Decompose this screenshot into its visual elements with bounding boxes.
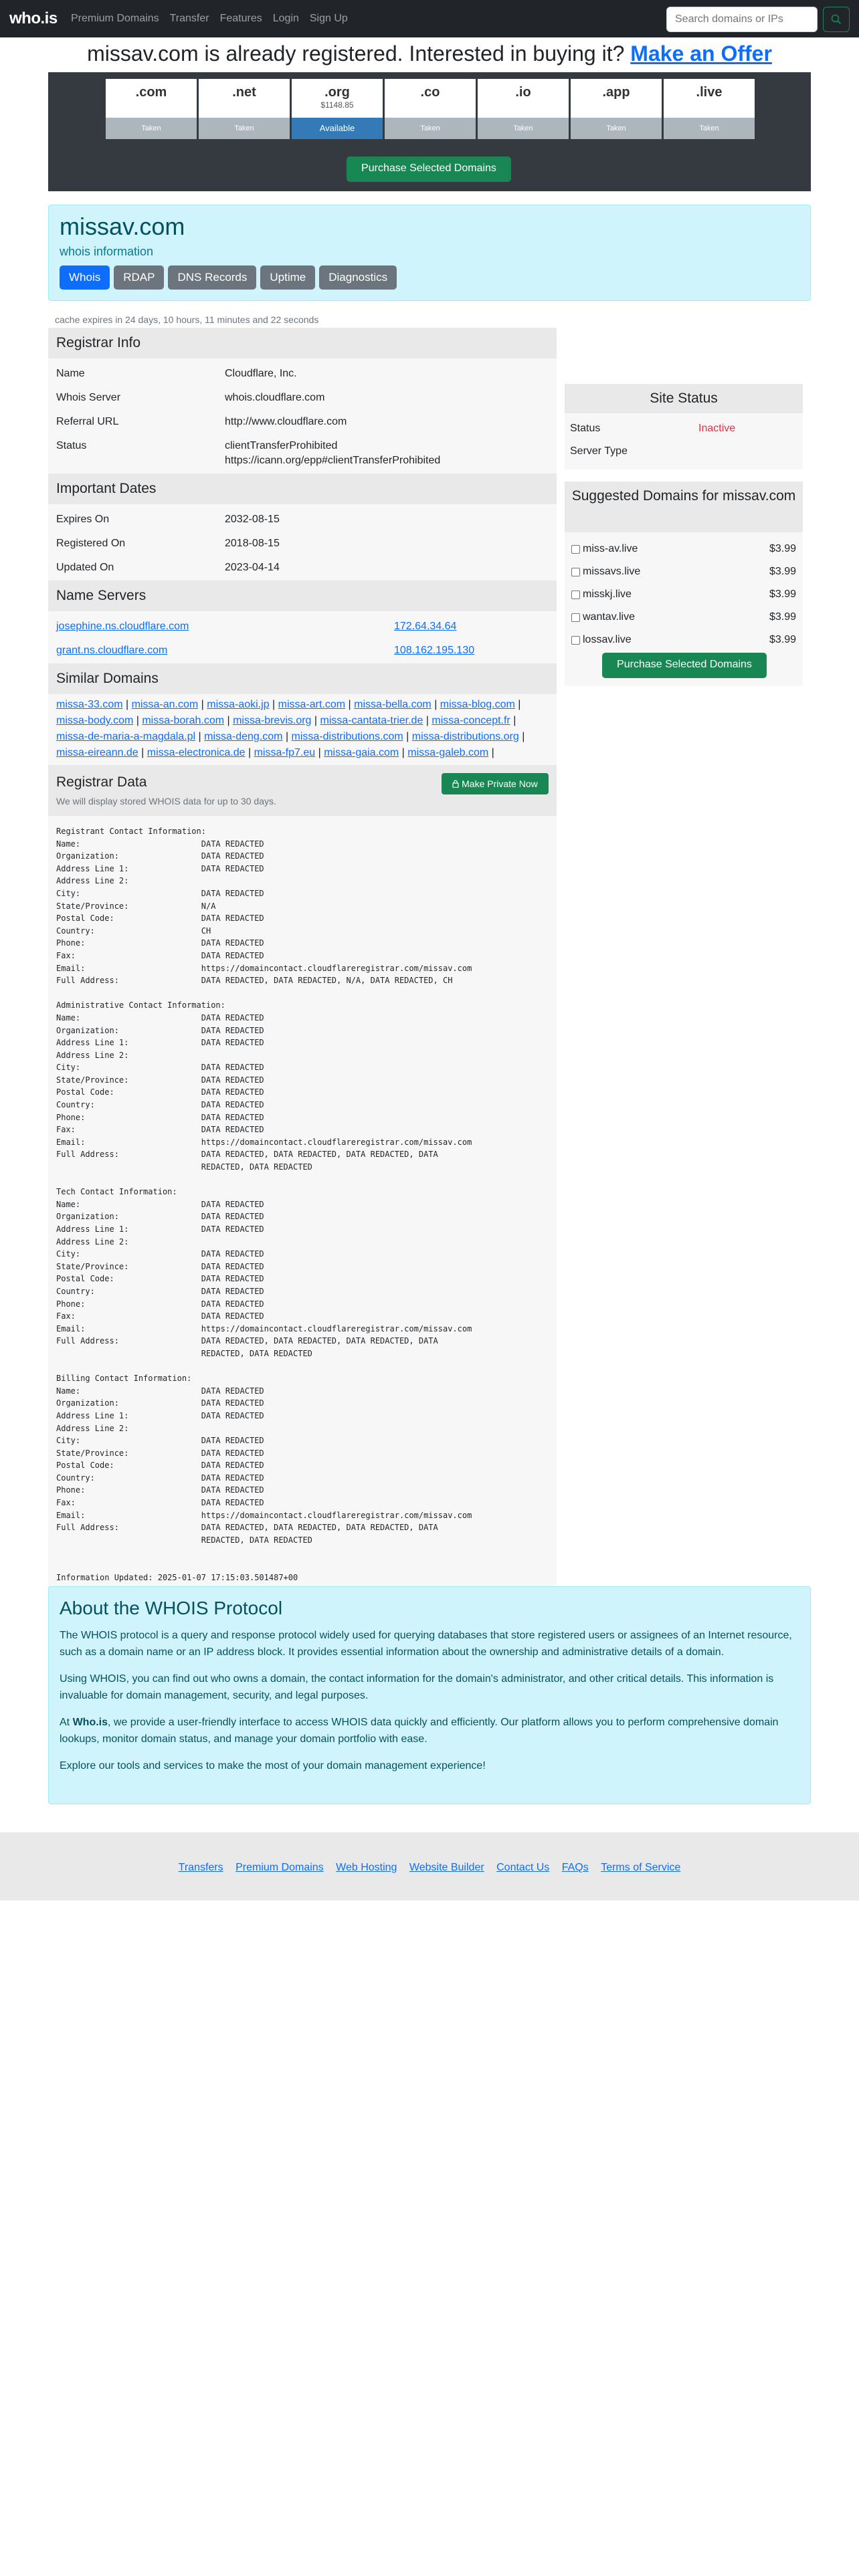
tld-status: Taken (571, 118, 662, 139)
row-label: Updated On (56, 562, 114, 573)
similar-domain-link[interactable]: missa-de-maria-a-magdala.pl (56, 731, 196, 742)
tld-price: $1148.85 (320, 100, 354, 110)
tld-card-live[interactable] (664, 79, 755, 139)
nav-links (71, 11, 359, 27)
similar-domain-link[interactable]: missa-distributions.org (411, 731, 519, 742)
about-paragraph: Using WHOIS, you can find out who owns a domain, the contact information for the domain's administrator, and other critical details. This information is invaluable for domain management, security, and legal purposes. (60, 1673, 774, 1701)
row-value: whois.cloudflare.com (225, 392, 325, 403)
tld-status: Taken (385, 118, 476, 139)
nav-link-signup[interactable]: Sign Up (309, 13, 348, 24)
name-server-link[interactable]: grant.ns.cloudflare.com (56, 645, 168, 656)
status-label: Status (570, 423, 601, 434)
registrar-data-header (48, 765, 557, 816)
row-value: 2018-08-15 (225, 538, 280, 549)
name-server-ip-link[interactable]: 108.162.195.130 (394, 645, 475, 656)
suggested-domain-item (565, 560, 803, 583)
row-label: Whois Server (56, 392, 121, 403)
suggested-domain-name: lossav.live (583, 634, 632, 645)
row-value: clientTransferProhibited https://icann.org/epp#clientTransferProhibited (225, 440, 441, 466)
suggested-domain-price: $3.99 (769, 634, 796, 645)
similar-domain-link[interactable]: missa-electronica.de (147, 747, 246, 758)
footer-link-premium-domains[interactable]: Premium Domains (235, 1862, 324, 1873)
suggested-domain-checkbox[interactable] (571, 545, 580, 554)
lookup-tabs (60, 265, 397, 290)
separator: | (311, 715, 320, 726)
name-server-row (48, 611, 557, 634)
suggested-domain-item (565, 629, 803, 651)
separator: | (518, 731, 525, 742)
sidebar-column (565, 384, 803, 686)
tld-name: .co (420, 85, 440, 100)
footer-link-terms[interactable]: Terms of Service (601, 1862, 681, 1873)
about-heading: About the WHOIS Protocol (60, 1598, 283, 1618)
footer-link-website-builder[interactable]: Website Builder (409, 1862, 484, 1873)
separator: | (122, 699, 132, 710)
whois-details-column (48, 328, 557, 1589)
tld-status: Taken (199, 118, 290, 139)
headline-text: missav.com is already registered. Interested in buying it? (87, 41, 625, 66)
similar-domain-link[interactable]: missa-eireann.de (56, 747, 138, 758)
nav-link-login[interactable]: Login (272, 13, 299, 24)
lock-icon (452, 780, 459, 788)
search-button[interactable] (823, 7, 850, 32)
separator: | (423, 715, 432, 726)
tld-name: .live (696, 85, 723, 100)
suggested-domain-name: missavs.live (583, 566, 641, 577)
separator: | (195, 731, 205, 742)
suggested-domain-checkbox[interactable] (571, 568, 580, 576)
separator: | (245, 747, 254, 758)
row-value: 2032-08-15 (225, 514, 280, 525)
site-status-heading: Site Status (565, 384, 803, 413)
important-dates-heading: Important Dates (48, 473, 557, 504)
similar-domain-link[interactable]: missa-distributions.com (291, 731, 403, 742)
suggested-domains-card (565, 481, 803, 686)
about-whois-card (48, 1586, 811, 1804)
site-status-row (565, 421, 803, 436)
footer-link-transfers[interactable]: Transfers (178, 1862, 223, 1873)
similar-domain-link[interactable]: missa-borah.com (142, 715, 225, 726)
status-row (48, 429, 557, 473)
cache-note: cache expires in 24 days, 10 hours, 11 minutes and 22 seconds (55, 314, 319, 325)
server-type-label: Server Type (570, 445, 628, 457)
separator: | (403, 731, 412, 742)
expires-on-row (48, 504, 557, 527)
nav-link-premium-domains[interactable]: Premium Domains (71, 13, 159, 24)
suggested-domain-price: $3.99 (769, 566, 796, 577)
row-value: Cloudflare, Inc. (225, 368, 297, 379)
similar-domains-heading: Similar Domains (48, 663, 557, 694)
suggested-domain-item (565, 583, 803, 606)
domain-header-card (48, 205, 811, 301)
similar-domain-link[interactable]: missa-cantata-trier.de (320, 715, 423, 726)
row-label: Status (56, 440, 87, 451)
nav-link-transfer[interactable]: Transfer (169, 13, 209, 24)
search-icon (831, 14, 842, 25)
similar-domain-link[interactable]: missa-brevis.org (233, 715, 312, 726)
brand-logo[interactable]: who.is (9, 9, 58, 27)
registered-on-row (48, 527, 557, 551)
suggested-domain-item (565, 606, 803, 629)
similar-domain-link[interactable]: missa-fp7.eu (254, 747, 316, 758)
nav-link-features[interactable]: Features (219, 13, 262, 24)
referral-url-row (48, 405, 557, 429)
tld-status: Taken (106, 118, 197, 139)
purchase-suggested-button[interactable]: Purchase Selected Domains (602, 653, 767, 678)
top-navbar (0, 0, 859, 37)
tld-name: .com (135, 85, 167, 100)
about-paragraph: Explore our tools and services to make the most of your domain management experience! (60, 1760, 486, 1772)
suggested-domain-name: misskj.live (583, 588, 632, 600)
tab-diagnostics[interactable]: Diagnostics (319, 265, 397, 290)
tld-name: .org (324, 85, 350, 100)
footer-link-contact-us[interactable]: Contact Us (496, 1862, 550, 1873)
similar-domain-link[interactable]: missa-bella.com (354, 699, 432, 710)
footer-link-faqs[interactable]: FAQs (561, 1862, 589, 1873)
separator: | (431, 699, 440, 710)
row-label: Expires On (56, 514, 110, 525)
similar-domain-link[interactable]: missa-art.com (278, 699, 346, 710)
separator: | (282, 731, 292, 742)
registered-headline (0, 39, 859, 68)
registrar-data-subtitle: We will display stored WHOIS data for up to 30 days. (56, 796, 276, 807)
suggested-domain-price: $3.99 (769, 588, 796, 600)
about-paragraph: The WHOIS protocol is a query and response protocol widely used for querying databases that store registered users or assignees of an Internet resource, such as a domain name or an IP address block. It provides essential information about the ownership and administrative details of a domain. (60, 1630, 792, 1658)
separator: | (269, 699, 278, 710)
about-brand: Who.is (72, 1717, 108, 1728)
domain-title: missav.com (60, 213, 185, 240)
separator: | (315, 747, 324, 758)
similar-domain-link[interactable]: missa-concept.fr (432, 715, 510, 726)
row-label: Referral URL (56, 416, 119, 427)
raw-whois-data: Registrant Contact Information: Name: DATA REDACTED Organization: DATA REDACTED Address Line 1: DATA REDACTED Address Line 2: City: DATA REDACTED State/Province: N/A Postal Code: DATA REDACTED Country: CH Phone: DATA REDACTED Fax: DATA REDACTED Email: https://domaincontact.cloudflareregistrar.com/missav.com Full Address: DATA REDACTED, DATA REDACTED, N/A, DATA REDACTED, CH Administrative Contact Information: Name: DATA REDACTED Organization: DATA REDACTED Address Line 1: DATA REDACTED Address Line 2: City: DATA REDACTED State/Province: DATA REDACTED Postal Code: DATA REDACTED Country: DATA REDACTED Phone: DATA REDACTED Fax: DATA REDACTED Email: https://domaincontact.cloudflareregistrar.com/missav.com Full Address: DATA REDACTED, DATA REDACTED, DATA REDACTED, DATA REDACTED, DATA REDACTED Tech Contact Information: Name: DATA REDACTED Organization: DATA REDACTED Address Line 1: DATA REDACTED Address Line 2: City: DATA REDACTED State/Province: DATA REDACTED Postal Code: DATA REDACTED Country: DATA REDACTED Phone: DATA REDACTED Fax: DATA REDACTED Email: https://domaincontact.cloudflareregistrar.com/missav.com Full Address: DATA REDACTED, DATA REDACTED, DATA REDACTED, DATA REDACTED, DATA REDACTED Billing Contact Information: Name: DATA REDACTED Organization: DATA REDACTED Address Line 1: DATA REDACTED Address Line 2: City: DATA REDACTED State/Province: DATA REDACTED Postal Code: DATA REDACTED Country: DATA REDACTED Phone: DATA REDACTED Fax: DATA REDACTED Email: https://domaincontact.cloudflareregistrar.com/missav.com Full Address: DATA REDACTED, DATA REDACTED, DATA REDACTED, DATA REDACTED, DATA REDACTED Information Updated: 2025-01-07 17:15:03.501487+00 (56, 827, 472, 1582)
suggested-domain-checkbox[interactable] (571, 636, 580, 645)
tld-name: .app (602, 85, 630, 100)
suggested-domain-name: miss-av.live (583, 543, 638, 554)
tld-card-app[interactable] (571, 79, 662, 139)
name-server-link[interactable]: josephine.ns.cloudflare.com (56, 621, 189, 632)
updated-on-row (48, 551, 557, 580)
make-private-button[interactable] (442, 773, 549, 794)
registrar-info-heading: Registrar Info (48, 328, 557, 358)
similar-domain-link[interactable]: missa-33.com (56, 699, 123, 710)
tld-card-io[interactable] (478, 79, 569, 139)
suggested-domain-checkbox[interactable] (571, 591, 580, 599)
tld-card-net[interactable] (199, 79, 290, 139)
tld-card-org[interactable] (292, 79, 383, 139)
row-value: 2023-04-14 (225, 562, 280, 573)
status-badge: Inactive (698, 423, 736, 434)
separator: | (198, 699, 207, 710)
whois-server-row (48, 381, 557, 405)
similar-domain-link[interactable]: missa-deng.com (204, 731, 283, 742)
tab-whois[interactable]: Whois (60, 265, 110, 290)
tld-name: .io (515, 85, 531, 100)
suggested-domains-heading: Suggested Domains for missav.com (565, 481, 803, 532)
tld-status: Taken (478, 118, 569, 139)
suggested-domain-name: wantav.live (583, 611, 635, 623)
separator: | (514, 699, 521, 710)
name-servers-heading: Name Servers (48, 580, 557, 611)
about-paragraph (60, 1714, 799, 1747)
similar-domains-list (48, 694, 557, 765)
separator: | (133, 715, 142, 726)
make-offer-link[interactable]: Make an Offer (630, 41, 772, 66)
name-server-ip-link[interactable]: 172.64.34.64 (394, 621, 457, 632)
tld-card-co[interactable] (385, 79, 476, 139)
similar-domain-link[interactable]: missa-an.com (131, 699, 199, 710)
footer (0, 1832, 859, 1901)
about-text: At (60, 1717, 73, 1728)
separator: | (345, 699, 355, 710)
domain-subtitle: whois information (60, 245, 154, 258)
tab-rdap[interactable]: RDAP (114, 265, 164, 290)
suggested-domain-checkbox[interactable] (571, 613, 580, 622)
separator: | (399, 747, 408, 758)
registrar-name-row (48, 358, 557, 381)
search-input[interactable] (666, 7, 818, 32)
suggested-domain-item (565, 538, 803, 560)
name-server-row (48, 634, 557, 663)
footer-link-web-hosting[interactable]: Web Hosting (336, 1862, 397, 1873)
separator: | (488, 747, 494, 758)
tld-card-com[interactable] (106, 79, 197, 139)
similar-domain-link[interactable]: missa-body.com (56, 715, 134, 726)
tld-status: Taken (664, 118, 755, 139)
similar-domain-link[interactable]: missa-aoki.jp (207, 699, 270, 710)
similar-domain-link[interactable]: missa-blog.com (440, 699, 515, 710)
tld-name: .net (232, 85, 256, 100)
make-private-label: Make Private Now (462, 778, 538, 789)
tab-dns-records[interactable]: DNS Records (168, 265, 256, 290)
registrar-data-heading: Registrar Data (56, 774, 147, 790)
about-text: , we provide a user-friendly interface to access WHOIS data quickly and efficiently. Our platform allows you to perform comprehensive domain lookups, monitor domain status, and manage your domain portfolio with ease. (60, 1717, 779, 1745)
row-label: Name (56, 368, 85, 379)
separator: | (224, 715, 233, 726)
similar-domain-link[interactable]: missa-gaia.com (324, 747, 399, 758)
tld-status: Available (292, 118, 383, 139)
suggested-domain-price: $3.99 (769, 543, 796, 554)
separator: | (510, 715, 516, 726)
similar-domain-link[interactable]: missa-galeb.com (407, 747, 489, 758)
tab-uptime[interactable]: Uptime (260, 265, 315, 290)
row-value: http://www.cloudflare.com (225, 416, 347, 427)
row-label: Registered On (56, 538, 126, 549)
site-status-card (565, 384, 803, 469)
suggested-domain-price: $3.99 (769, 611, 796, 623)
separator: | (138, 747, 147, 758)
purchase-selected-button[interactable]: Purchase Selected Domains (347, 156, 511, 182)
server-type-row (565, 444, 803, 459)
